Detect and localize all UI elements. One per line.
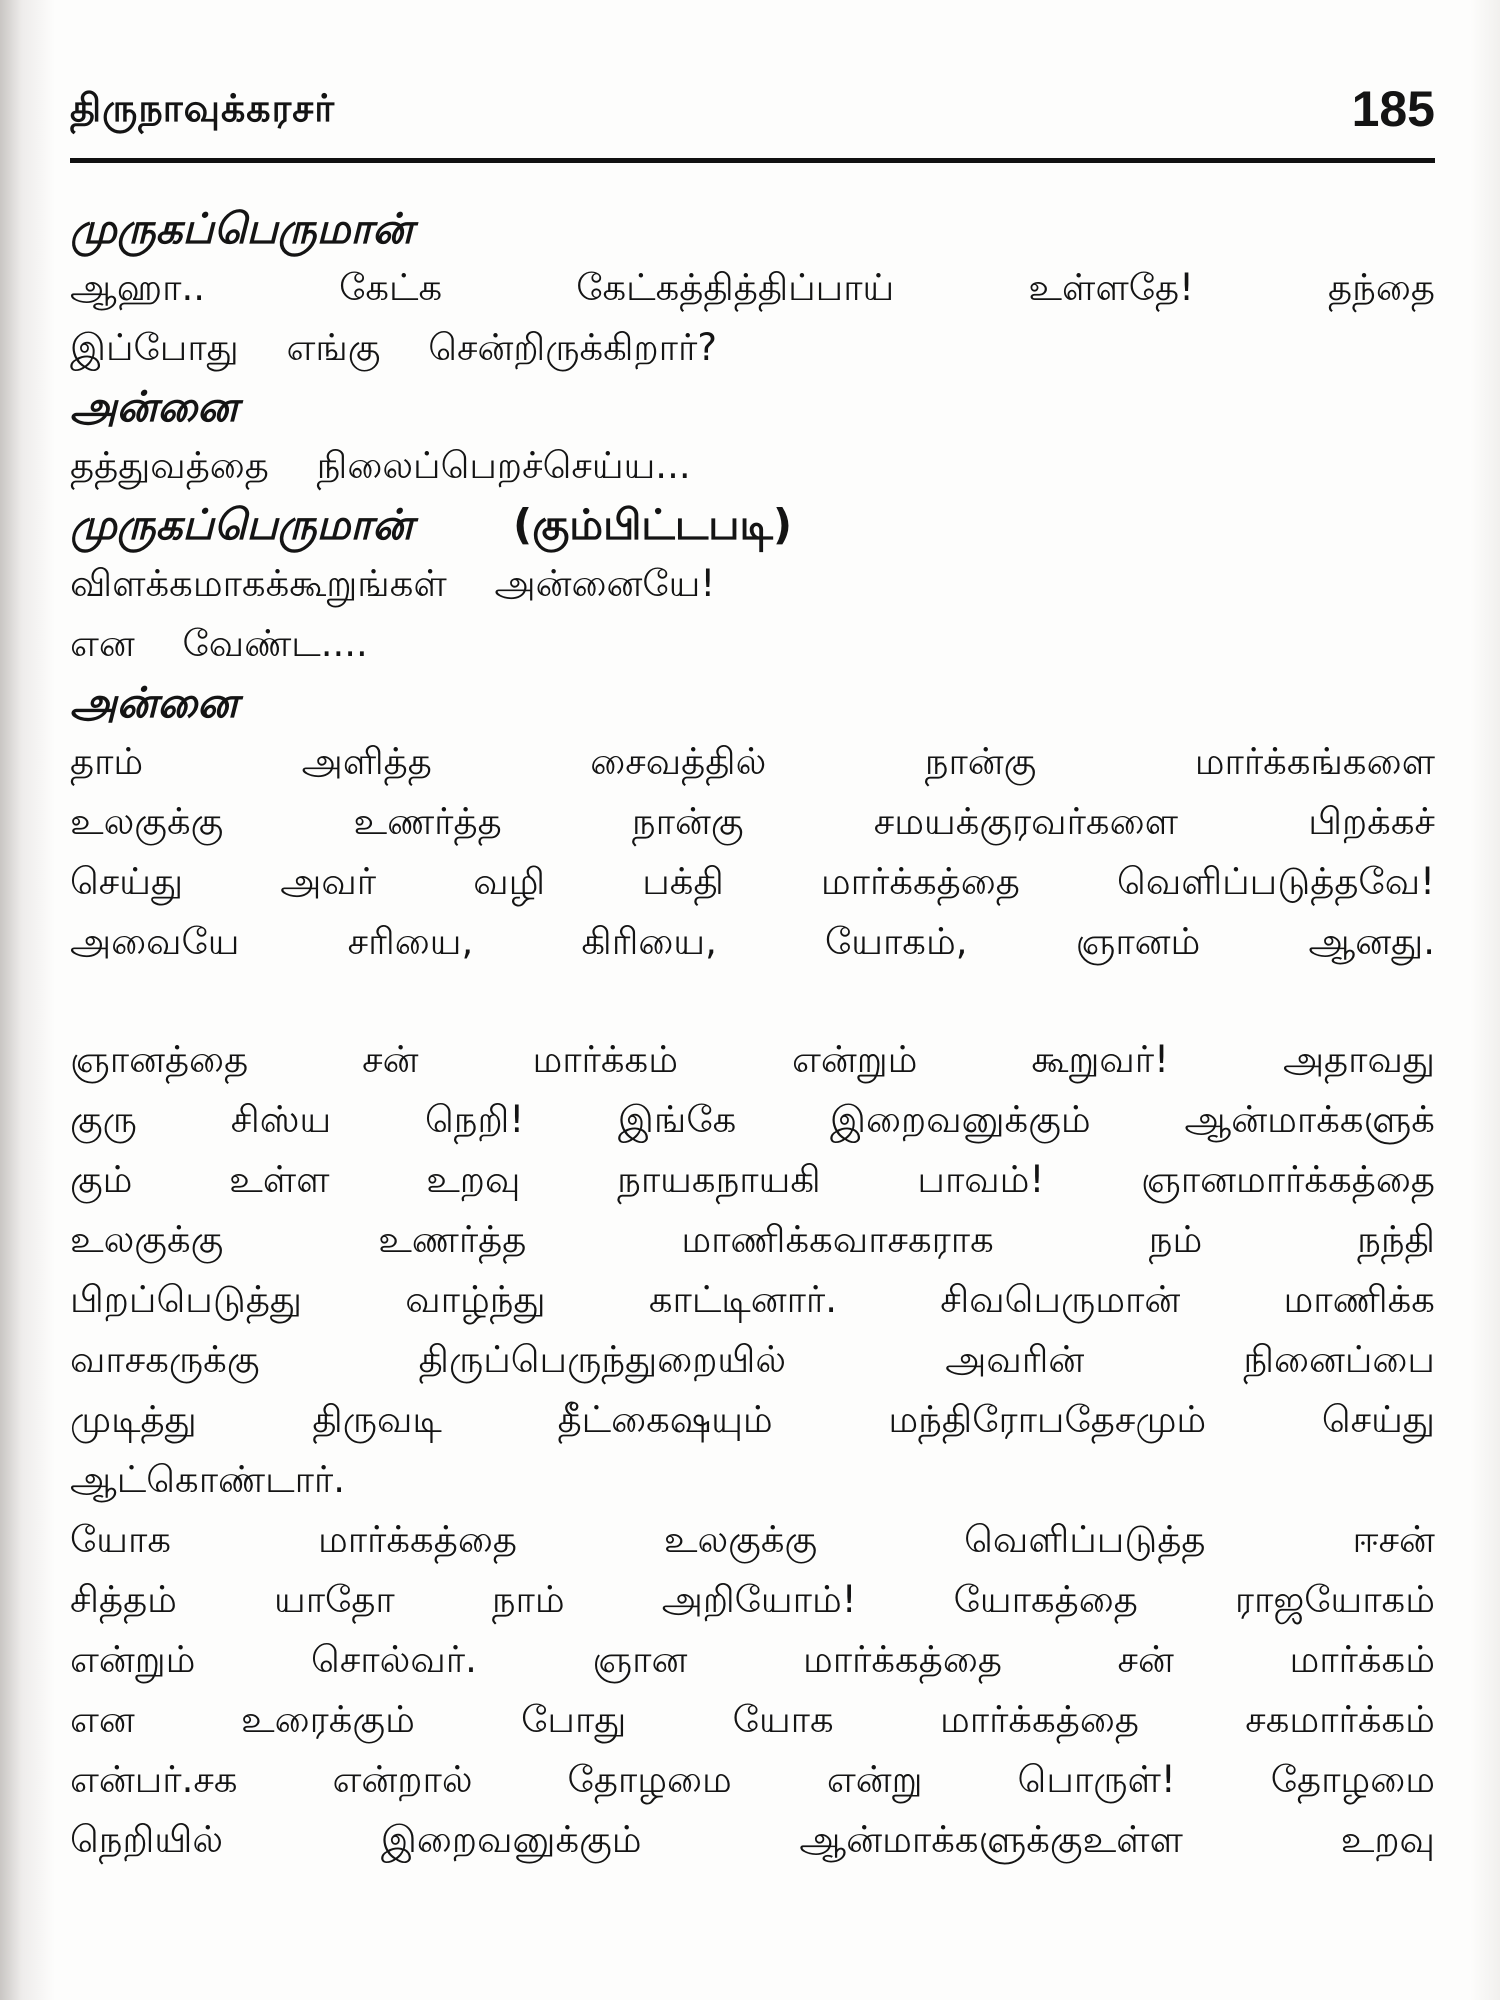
word: மார்க்கத்தை bbox=[820, 860, 1020, 903]
word: பிறக்கச் bbox=[1308, 800, 1435, 843]
word: உறவு bbox=[426, 1158, 521, 1201]
word: தோழமை bbox=[1270, 1758, 1435, 1801]
word: கேட்கத்தித்திப்பாய் bbox=[576, 266, 895, 309]
word: சரியை, bbox=[347, 920, 474, 963]
text-line bbox=[70, 1570, 1435, 1630]
word: என்றும் bbox=[791, 1038, 918, 1081]
word: போது bbox=[521, 1698, 627, 1741]
word: மார்க்கத்தை bbox=[939, 1698, 1139, 1741]
speaker-heading bbox=[70, 674, 1435, 732]
text-line: இப்போது எங்கு சென்றிருக்கிறார்? bbox=[70, 326, 717, 369]
word: சன் bbox=[1117, 1638, 1174, 1681]
word: பிறப்பெடுத்து bbox=[70, 1278, 303, 1321]
word: உணர்த்த bbox=[378, 1218, 527, 1261]
word: தோழமை bbox=[567, 1758, 732, 1801]
word: மாணிக்க bbox=[1283, 1278, 1435, 1321]
page-number: 185 bbox=[1351, 81, 1435, 137]
word: யோகம், bbox=[824, 920, 968, 963]
word: என்றால் bbox=[332, 1758, 473, 1801]
text-line bbox=[70, 1210, 1435, 1270]
word: ஞானமார்க்கத்தை bbox=[1141, 1158, 1435, 1201]
word: மந்திரோபதேசமும் bbox=[888, 1398, 1207, 1441]
word: அவையே bbox=[70, 920, 240, 963]
speaker-heading bbox=[70, 378, 1435, 436]
word: கூறுவர்! bbox=[1031, 1038, 1169, 1081]
book-page bbox=[70, 0, 1435, 2000]
word: வழி bbox=[473, 860, 546, 903]
word: நான்கு bbox=[631, 800, 744, 843]
word: ஈசன் bbox=[1352, 1518, 1435, 1561]
word: சைவத்தில் bbox=[590, 740, 767, 783]
word: வெளிப்படுத்தவே! bbox=[1117, 860, 1435, 903]
speaker-heading bbox=[70, 496, 1435, 554]
speaker-heading bbox=[70, 200, 1435, 258]
word: யாதோ bbox=[274, 1578, 395, 1621]
speaker-name: அன்னை bbox=[70, 382, 238, 431]
text-line bbox=[70, 732, 1435, 792]
word: உணர்த்த bbox=[353, 800, 502, 843]
text-line: ஆட்கொண்டார். bbox=[70, 1458, 345, 1501]
word: திருவடி bbox=[312, 1398, 442, 1441]
stage-direction: (கும்பிட்டபடி) bbox=[513, 500, 793, 549]
text-line bbox=[70, 852, 1435, 912]
running-title: திருநாவுக்கரசர் bbox=[70, 86, 336, 130]
word: நம் bbox=[1148, 1218, 1203, 1261]
word: சமயக்குரவர்களை bbox=[873, 800, 1178, 843]
text-line bbox=[70, 1330, 1435, 1390]
word: ஆஹா.. bbox=[70, 266, 205, 309]
word: காட்டினார். bbox=[648, 1278, 838, 1321]
word: மார்க்கம் bbox=[1289, 1638, 1435, 1681]
word: சகமார்க்கம் bbox=[1245, 1698, 1435, 1741]
text-line bbox=[70, 1510, 1435, 1570]
text-line: என வேண்ட.... bbox=[70, 622, 368, 665]
word: ஆனது. bbox=[1308, 920, 1435, 963]
speaker-name: அன்னை bbox=[70, 678, 238, 727]
text-line bbox=[70, 792, 1435, 852]
word: ஆன்மாக்களுக்குஉள்ள bbox=[799, 1818, 1183, 1861]
word: அறியோம்! bbox=[661, 1578, 857, 1621]
word: உரைக்கும் bbox=[241, 1698, 415, 1741]
word: சிஸ்ய bbox=[230, 1098, 332, 1141]
word: வெளிப்படுத்த bbox=[964, 1518, 1206, 1561]
speaker-name: முருகப்பெருமான் bbox=[70, 204, 414, 253]
word: குரு bbox=[70, 1098, 137, 1141]
word: நாம் bbox=[491, 1578, 565, 1621]
word: யோக bbox=[70, 1518, 171, 1561]
text-line bbox=[70, 1030, 1435, 1090]
text-line bbox=[70, 1270, 1435, 1330]
running-head bbox=[70, 78, 1435, 163]
word: இறைவனுக்கும் bbox=[830, 1098, 1091, 1141]
word: என்றும் bbox=[70, 1638, 196, 1681]
word: நந்தி bbox=[1357, 1218, 1435, 1261]
word: யோகத்தை bbox=[953, 1578, 1138, 1621]
text-line bbox=[70, 912, 1435, 972]
text-line bbox=[70, 1390, 1435, 1450]
word: மாணிக்கவாசகராக bbox=[681, 1218, 994, 1261]
word: என்று bbox=[826, 1758, 923, 1801]
body-text bbox=[70, 200, 1435, 1870]
word: அவர் bbox=[280, 860, 377, 903]
word: மார்க்கங்களை bbox=[1194, 740, 1435, 783]
word: நான்கு bbox=[924, 740, 1037, 783]
text-line bbox=[70, 258, 1435, 318]
text-line bbox=[70, 1630, 1435, 1690]
word: ஆன்மாக்களுக் bbox=[1184, 1098, 1435, 1141]
word: கும் bbox=[70, 1158, 133, 1201]
word: உலகுக்கு bbox=[663, 1518, 818, 1561]
text-line bbox=[70, 1150, 1435, 1210]
word: தாம் bbox=[70, 740, 144, 783]
word: பக்தி bbox=[642, 860, 724, 903]
word: மார்க்கத்தை bbox=[317, 1518, 517, 1561]
word: சித்தம் bbox=[70, 1578, 177, 1621]
word: திருப்பெருந்துறையில் bbox=[418, 1338, 787, 1381]
word: உள்ள bbox=[229, 1158, 330, 1201]
text-line bbox=[70, 1690, 1435, 1750]
word: கிரியை, bbox=[581, 920, 717, 963]
word: பொருள்! bbox=[1017, 1758, 1176, 1801]
word: செய்து bbox=[70, 860, 184, 903]
word: தீட்கைஷயும் bbox=[557, 1398, 773, 1441]
word: சிவபெருமான் bbox=[940, 1278, 1181, 1321]
word: பாவம்! bbox=[917, 1158, 1045, 1201]
word: ஞானத்தை bbox=[70, 1038, 249, 1081]
text-line bbox=[70, 1090, 1435, 1150]
word: உலகுக்கு bbox=[70, 800, 224, 843]
word: இறைவனுக்கும் bbox=[380, 1818, 642, 1861]
word: நினைப்பை bbox=[1243, 1338, 1435, 1381]
text-line: விளக்கமாகக்கூறுங்கள் அன்னையே! bbox=[70, 562, 716, 605]
word: ஞான bbox=[592, 1638, 688, 1681]
word: இங்கே bbox=[617, 1098, 737, 1141]
word: அவரின் bbox=[945, 1338, 1085, 1381]
word: அதாவது bbox=[1282, 1038, 1435, 1081]
word: அளித்த bbox=[301, 740, 432, 783]
word: செய்து bbox=[1321, 1398, 1435, 1441]
word: உலகுக்கு bbox=[70, 1218, 224, 1261]
word: தந்தை bbox=[1328, 266, 1435, 309]
word: ராஜயோகம் bbox=[1234, 1578, 1435, 1621]
word: மார்க்கம் bbox=[532, 1038, 678, 1081]
word: நெறியில் bbox=[70, 1818, 224, 1861]
text-line bbox=[70, 1750, 1435, 1810]
word: வாசகருக்கு bbox=[70, 1338, 260, 1381]
word: முடித்து bbox=[70, 1398, 197, 1441]
word: மார்க்கத்தை bbox=[802, 1638, 1002, 1681]
word: கேட்க bbox=[339, 266, 443, 309]
word: சன் bbox=[362, 1038, 419, 1081]
word: உறவு bbox=[1340, 1818, 1435, 1861]
text-line: தத்துவத்தை நிலைப்பெறச்செய்ய... bbox=[70, 444, 691, 487]
word: நாயகநாயகி bbox=[617, 1158, 821, 1201]
word: என்பர்.சக bbox=[70, 1758, 238, 1801]
word: வாழ்ந்து bbox=[405, 1278, 546, 1321]
word: நெறி! bbox=[424, 1098, 525, 1141]
speaker-name: முருகப்பெருமான் bbox=[70, 500, 414, 549]
word: யோக bbox=[732, 1698, 834, 1741]
word: என bbox=[70, 1698, 135, 1741]
text-line bbox=[70, 1810, 1435, 1870]
paragraph-gap bbox=[70, 972, 1435, 1030]
word: சொல்வர். bbox=[311, 1638, 477, 1681]
word: ஞானம் bbox=[1075, 920, 1201, 963]
word: உள்ளதே! bbox=[1028, 266, 1194, 309]
